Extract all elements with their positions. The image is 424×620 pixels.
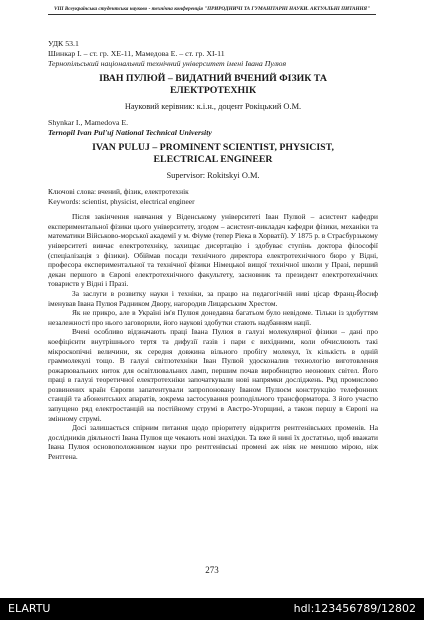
paragraph: Вчені особливо відзначають праці Івана Пулюя в галузі молекулярної фізики – дані про коефіцієнти внутрішнього тертя та дифузії газів і пари є вихідними, коли обчислюють такі мікроскопічні величини, як середня довжина вільного пробігу молекул, їх кількість в одній граммолекулі тощо. В галузі світлотехніки Іван Пулюй удосконалив технологію виготовлення рожарювальних ниток для освітлювальних ламп, першим почав виробництво неонових світел. Його праці в галузі теоретичної електротехніки започаткували нові напрямки досліджень. Ряд промислово розвинених країн Європи запатентували запропоновану Іваном Пулюєм конструкцію телефонних станцій та абонентських апаратів, зокрема застосування розподільчого трансформатора. З його участю запущено ряд електростанцій на постійному струмі в Австро-Угорщині, а також першу в Європі на змінному струмі. — [48, 327, 378, 423]
title-ua-line-1: ІВАН ПУЛЮЙ – ВИДАТНИЙ ВЧЕНИЙ ФІЗИК ТА — [99, 73, 327, 84]
conference-header: VIII Всеукраїнська студентська науково - технічна конференція "ПРИРОДНИЧІ ТА ГУМАНІТАРНІ НАУКИ. АКТУАЛЬНІ ПИТАННЯ" — [48, 6, 376, 15]
title-ua — [48, 73, 378, 96]
authors-en: Shynkar I., Mamedova E. — [48, 118, 129, 127]
paragraph: За заслуги в розвитку науки і техніки, за працю на педагогічній ниві цісар Франц-Йосиф іменував Івана Пулюя Радником Двору, нагородив Лицарським Хрестом. — [48, 288, 378, 308]
page-number: 273 — [205, 565, 219, 575]
paragraph: Як не прикро, але в Україні ім'я Пулюя донедавна багатьом було невідоме. Тільки із здобуттям незалежності про нього заговорили, його наукові здобутки стають надбанням нації. — [48, 308, 378, 327]
affiliation-ua: Тернопільський національний технічний університет імені Івана Пулюя — [48, 59, 287, 68]
supervisor-en: Supervisor: Rokitskyi O.M. — [166, 171, 260, 180]
paragraph: Досі залишається спірним питання щодо пріоритету відкриття рентгенівських променів. На дослідників діяльності Івана Пулюя ще чекають нові знахідки. Та вже й нині їх достатньо, щоб вважати Івана Пулюя основоположником науки про рентгенівські промені аж ніяк не меншою мірою, ніж Рентгена. — [48, 423, 378, 462]
title-ua-line-2: ЕЛЕКТРОТЕХНІК — [169, 84, 257, 96]
keywords-en: Keywords: scientist, physicist, electrical engineer — [48, 196, 195, 206]
supervisor-ua: Науковий керівник: к.і.н., доцент Рокіцький О.М. — [124, 102, 302, 111]
udc-code: УДК 53.1 — [48, 39, 79, 48]
repository-name[interactable]: ELARTU — [8, 602, 51, 615]
title-en-line-2: ELECTRICAL ENGINEER — [153, 153, 273, 165]
paragraphs — [48, 212, 378, 461]
article-body — [48, 39, 378, 462]
paragraph: Після закінчення навчання у Віденському університеті Іван Пулюй – асистент кафедри експериментальної фізики цього університету, згодом – асистент-викладач кафедри фізики, механіки та математики Військово-морської академії у м. Фіуме (тепер Ріека в Хорватії). У 1875 р. в Страсбурзькому університеті вивчає електротехніку, захищає дисертацію і здобуває ступінь доктора філософії (спеціалізація з фізики). Обіймав посади технічного директора електротехнічного бюро у Відні, професора експериментальної та технічної фізики Німецької вищої технічної школи у Празі, перший декан першого в Європі електротехнічного факультету, засновник та президент електротехнічних товариств у Відні і Празі. — [48, 212, 378, 289]
title-en — [48, 142, 378, 165]
repository-footer — [0, 598, 424, 620]
title-en-line-1: IVAN PULUJ – PROMINENT SCIENTIST, PHYSICIST, — [92, 142, 334, 153]
keywords-ua: Ключові слова: вчений, фізик, електротехнік — [48, 187, 189, 196]
affiliation-en: Ternopil Ivan Pul'uj National Technical University — [48, 128, 212, 137]
handle-identifier[interactable]: hdl:123456789/12802 — [293, 602, 416, 615]
authors-ua: Шинкар І. – ст. гр. ХЕ-11, Мамедова Е. – ст. гр. ХІ-11 — [48, 49, 225, 58]
